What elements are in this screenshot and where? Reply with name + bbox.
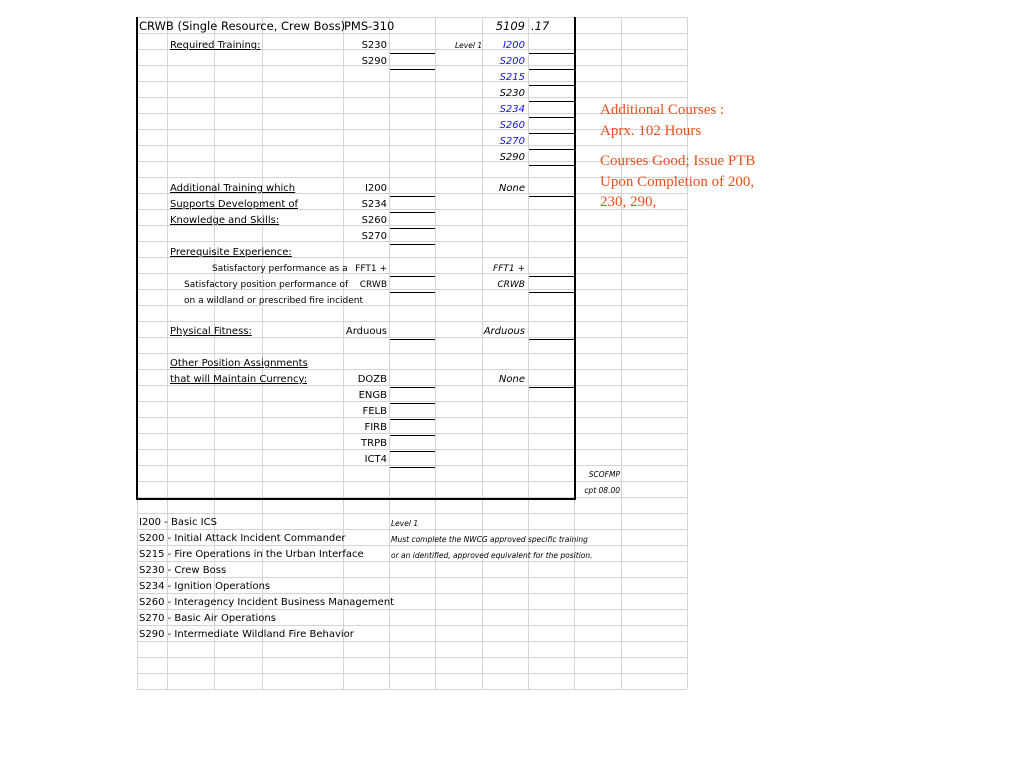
side-note-hours: Additional Courses : Aprx. 102 Hours — [600, 102, 725, 139]
required-course-right: S200 — [499, 56, 525, 67]
entry-underline — [529, 276, 574, 277]
entry-underline — [390, 339, 435, 340]
entry-underline — [390, 292, 435, 293]
prerequisite-line: on a wildland or prescribed fire incident — [184, 296, 364, 306]
grid-row-line — [137, 465, 687, 466]
entry-underline — [390, 69, 435, 70]
cpt-tag: cpt 08.00 — [584, 486, 620, 495]
entry-underline — [390, 435, 435, 436]
other-position-code: FELB — [362, 406, 387, 417]
prerequisite-right-value: CRWB — [497, 280, 525, 290]
additional-training-label: Knowledge and Skills: — [170, 215, 280, 226]
legend-item: S290 - Intermediate Wildland Fire Behavior — [139, 629, 354, 640]
entry-underline — [390, 451, 435, 452]
other-position-code: FIRB — [364, 422, 387, 433]
grid-row-line — [137, 449, 687, 450]
entry-underline — [529, 149, 574, 150]
required-course-right: S290 — [499, 152, 525, 163]
code-suffix: .17 — [531, 19, 550, 33]
grid-row-line — [137, 321, 687, 322]
legend-item: S260 - Interagency Incident Business Management — [139, 597, 395, 608]
physical-fitness-left: Arduous — [345, 326, 387, 337]
additional-right-value: None — [498, 183, 525, 194]
entry-underline — [390, 467, 435, 468]
legend-item: S234 - Ignition Operations — [139, 581, 271, 592]
other-positions-right-value: None — [498, 374, 525, 385]
entry-underline — [390, 387, 435, 388]
grid-row-line — [137, 241, 687, 242]
entry-underline — [529, 196, 574, 197]
entry-underline — [390, 403, 435, 404]
required-course-right: S230 — [499, 88, 525, 99]
entry-underline — [529, 387, 574, 388]
prerequisite-left-value: FFT1 + — [355, 264, 387, 274]
required-training-label: Required Training: — [170, 40, 261, 51]
additional-training-label: Supports Development of — [170, 199, 299, 210]
entry-underline — [390, 196, 435, 197]
required-course-right: S234 — [499, 104, 525, 115]
box-border-bottom — [136, 498, 576, 500]
additional-training-label: Additional Training which — [170, 183, 296, 194]
other-position-code: TRPB — [361, 438, 387, 449]
other-positions-label: that will Maintain Currency: — [170, 374, 308, 385]
grid-row-line — [137, 353, 687, 354]
grid-row-line — [137, 689, 687, 690]
legend-item: S200 - Initial Attack Incident Commander — [139, 533, 346, 544]
code-number: 5109 — [495, 19, 525, 33]
entry-underline — [529, 133, 574, 134]
entry-underline — [529, 339, 574, 340]
entry-underline — [390, 53, 435, 54]
grid-row-line — [137, 65, 687, 66]
entry-underline — [390, 212, 435, 213]
scofmp-tag: SCOFMP — [588, 470, 620, 479]
grid-row-line — [137, 417, 687, 418]
pms-number: PMS-310 — [344, 19, 395, 33]
required-course-left: S290 — [361, 56, 387, 67]
entry-underline — [529, 69, 574, 70]
box-border-left — [136, 17, 138, 499]
legend-note: Must complete the NWCG approved specific training — [391, 535, 588, 544]
entry-underline — [529, 292, 574, 293]
physical-fitness-label: Physical Fitness: — [170, 326, 252, 337]
other-position-code: ICT4 — [364, 454, 387, 465]
entry-underline — [390, 244, 435, 245]
grid-row-line — [137, 401, 687, 402]
grid-row-line — [137, 513, 687, 514]
grid-row-line — [137, 81, 687, 82]
grid-row-line — [137, 97, 687, 98]
physical-fitness-right: Arduous — [483, 326, 525, 337]
grid-row-line — [137, 433, 687, 434]
prerequisite-left-value: CRWB — [359, 280, 387, 290]
grid-row-line — [137, 145, 687, 146]
prerequisite-right-value: FFT1 + — [493, 264, 525, 274]
additional-course: I200 — [364, 183, 387, 194]
legend-item: I200 - Basic ICS — [139, 517, 217, 528]
additional-course: S270 — [361, 231, 387, 242]
legend-item: S230 - Crew Boss — [139, 565, 227, 576]
grid-row-line — [137, 657, 687, 658]
box-border-right — [574, 17, 576, 499]
required-course-right: S215 — [499, 72, 525, 83]
legend-item: S215 - Fire Operations in the Urban Interface — [139, 549, 364, 560]
entry-underline — [390, 228, 435, 229]
legend-item: S270 - Basic Air Operations — [139, 613, 276, 624]
required-course-right: S270 — [499, 136, 525, 147]
entry-underline — [529, 85, 574, 86]
grid-row-line — [137, 673, 687, 674]
level-note: Level 1 — [455, 41, 483, 50]
other-position-code: DOZB — [357, 374, 387, 385]
prerequisite-line: Satisfactory position performance of — [184, 280, 349, 290]
entry-underline — [529, 165, 574, 166]
other-position-code: ENGB — [358, 390, 387, 401]
entry-underline — [529, 117, 574, 118]
additional-course: S260 — [361, 215, 387, 226]
other-positions-label: Other Position Assignments — [170, 358, 308, 369]
prerequisite-label: Prerequisite Experience: — [170, 247, 292, 258]
side-note-ptb: Courses Good; Issue PTB Upon Completion of 200, 230, 290, — [600, 153, 756, 210]
legend-note: or an identified, approved equivalent for the position. — [391, 551, 593, 560]
additional-course: S234 — [361, 199, 387, 210]
entry-underline — [390, 276, 435, 277]
required-course-left: S230 — [361, 40, 387, 51]
required-course-right: I200 — [502, 40, 525, 51]
position-title: CRWB (Single Resource, Crew Boss) — [139, 19, 346, 33]
entry-underline — [390, 419, 435, 420]
entry-underline — [529, 53, 574, 54]
entry-underline — [529, 101, 574, 102]
legend-note: Level 1 — [391, 519, 419, 528]
required-course-right: S260 — [499, 120, 525, 131]
prerequisite-line: Satisfactory performance as a — [212, 264, 348, 274]
